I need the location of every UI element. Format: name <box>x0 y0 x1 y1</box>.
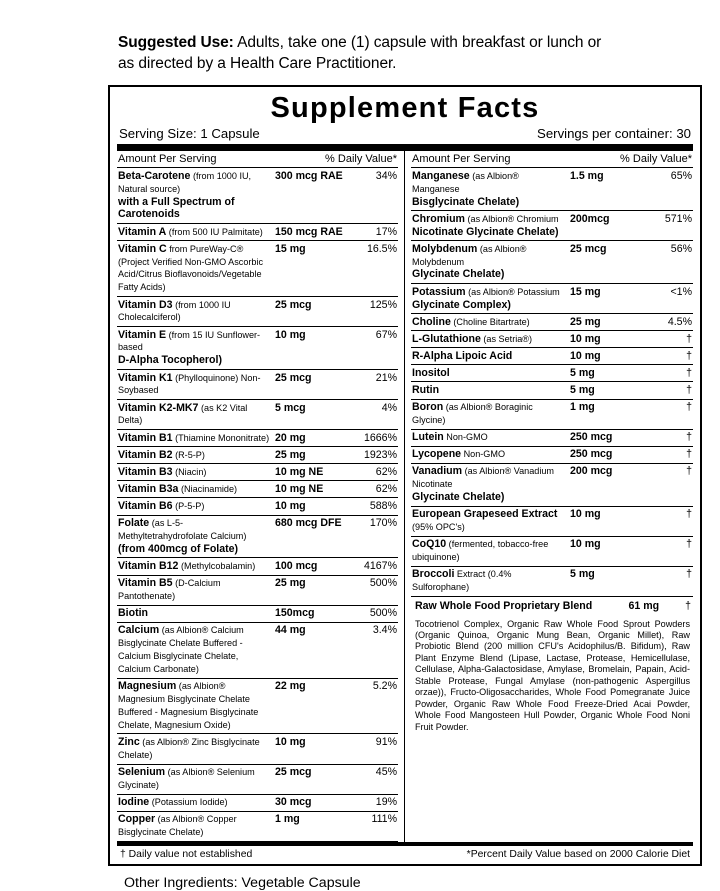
table-row <box>117 811 398 841</box>
table-row <box>411 446 693 463</box>
nutrient-name: L-Glutathione (as Setria®) <box>411 331 569 348</box>
nutrient-amount: 5 mg <box>569 566 649 596</box>
nutrient-amount: 680 mcg DFE <box>274 515 354 558</box>
left-nutrient-table <box>117 168 398 842</box>
nutrient-name: Folate (as L-5-Methyltetrahydrofolate Calcium) (from 400mcg of Folate) <box>117 515 274 558</box>
table-row <box>117 369 398 399</box>
nutrient-name: Calcium (as Albion® Calcium Bisglycinate Chelate Buffered - Calcium Bisglycinate Chelate, Calcium Carbonate) <box>117 622 274 678</box>
nutrient-amount: 150mcg <box>274 605 354 622</box>
nutrient-name: Copper (as Albion® Copper Bisglycinate Chelate) <box>117 811 274 841</box>
nutrient-daily-value: 1923% <box>354 447 398 464</box>
table-row <box>411 241 693 284</box>
suggested-use-label: Suggested Use: <box>118 34 234 51</box>
amount-per-serving-label: Amount Per Serving <box>412 153 511 166</box>
nutrient-amount: 22 mg <box>274 678 354 734</box>
daily-value-label: % Daily Value* <box>620 153 692 166</box>
nutrient-daily-value: 4167% <box>354 558 398 575</box>
daily-value-label: % Daily Value* <box>325 153 397 166</box>
nutrient-daily-value: † <box>649 506 693 536</box>
nutrient-daily-value: 62% <box>354 481 398 498</box>
nutrient-amount: 10 mg <box>274 734 354 764</box>
table-row <box>117 296 398 326</box>
nutrient-daily-value: 19% <box>354 794 398 811</box>
nutrient-amount: 5 mg <box>569 382 649 399</box>
table-row <box>117 241 398 297</box>
serving-info-row <box>117 125 693 151</box>
nutrient-name: R-Alpha Lipoic Acid <box>411 348 569 365</box>
nutrient-amount: 1.5 mg <box>569 168 649 210</box>
nutrient-amount: 10 mg <box>569 348 649 365</box>
nutrient-daily-value: 111% <box>354 811 398 841</box>
nutrient-amount: 250 mcg <box>569 429 649 446</box>
nutrient-name: Lutein Non-GMO <box>411 429 569 446</box>
nutrient-amount: 300 mcg RAE <box>274 168 354 223</box>
nutrient-amount: 10 mg NE <box>274 464 354 481</box>
nutrient-columns <box>117 151 693 842</box>
servings-per-container: Servings per container: 30 <box>537 126 691 142</box>
table-row <box>411 429 693 446</box>
nutrient-name: Vitamin B12 (Methylcobalamin) <box>117 558 274 575</box>
nutrient-daily-value: † <box>649 566 693 596</box>
nutrient-daily-value: 17% <box>354 223 398 240</box>
nutrient-name: Vitamin E (from 15 IU Sunflower-based D-Alpha Tocopherol) <box>117 326 274 369</box>
nutrient-daily-value: 571% <box>649 211 693 241</box>
table-row <box>117 481 398 498</box>
right-nutrient-table <box>411 168 693 597</box>
nutrient-name: Vitamin B2 (R-5-P) <box>117 447 274 464</box>
proprietary-blend-table <box>411 597 693 738</box>
blend-title-row <box>411 597 693 616</box>
nutrient-daily-value: † <box>649 348 693 365</box>
suggested-use-text <box>118 32 620 75</box>
nutrient-name: Vitamin D3 (from 1000 IU Cholecalciferol) <box>117 296 274 326</box>
suggested-use-body: Adults, take one (1) capsule with breakfast or lunch or as directed by a Health Care Practitioner. <box>118 34 602 73</box>
nutrient-daily-value: † <box>649 446 693 463</box>
serving-size: Serving Size: 1 Capsule <box>119 126 260 142</box>
nutrient-daily-value: † <box>649 331 693 348</box>
nutrient-name: Vitamin B5 (D-Calcium Pantothenate) <box>117 575 274 605</box>
nutrient-amount: 15 mg <box>274 241 354 297</box>
nutrient-amount: 20 mg <box>274 429 354 446</box>
nutrient-amount: 25 mg <box>274 575 354 605</box>
nutrient-amount: 10 mg <box>274 326 354 369</box>
nutrient-daily-value: 170% <box>354 515 398 558</box>
nutrient-name: Broccoli Extract (0.4% Sulforophane) <box>411 566 569 596</box>
nutrient-name: Iodine (Potassium Iodide) <box>117 794 274 811</box>
nutrient-amount: 10 mg <box>274 498 354 515</box>
table-row <box>117 464 398 481</box>
nutrient-name: Vitamin B1 (Thiamine Mononitrate) <box>117 429 274 446</box>
table-row <box>117 794 398 811</box>
other-ingredients-text: Other Ingredients: Vegetable Capsule <box>124 874 361 891</box>
nutrient-amount: 10 mg <box>569 331 649 348</box>
table-row <box>117 605 398 622</box>
nutrient-amount: 1 mg <box>274 811 354 841</box>
nutrient-name: Vitamin K2-MK7 (as K2 Vital Delta) <box>117 399 274 429</box>
table-row <box>117 558 398 575</box>
nutrient-column-right <box>405 151 693 842</box>
footnote-daily-value: *Percent Daily Value based on 2000 Calorie Diet <box>466 848 690 860</box>
table-row <box>411 382 693 399</box>
nutrient-name: Vitamin A (from 500 IU Palmitate) <box>117 223 274 240</box>
blend-title-cell <box>411 597 693 616</box>
right-column-header <box>411 151 693 168</box>
nutrient-name: Vitamin K1 (Phylloquinone) Non-Soybased <box>117 369 274 399</box>
nutrient-daily-value: † <box>649 463 693 506</box>
nutrient-name: CoQ10 (fermented, tobacco-free ubiquinone) <box>411 536 569 566</box>
table-row <box>411 566 693 596</box>
nutrient-daily-value: 34% <box>354 168 398 223</box>
table-row <box>117 515 398 558</box>
nutrient-amount: 10 mg <box>569 506 649 536</box>
nutrient-amount: 5 mg <box>569 365 649 382</box>
nutrient-amount: 100 mcg <box>274 558 354 575</box>
table-row <box>411 211 693 241</box>
table-row <box>411 365 693 382</box>
nutrient-daily-value: 1666% <box>354 429 398 446</box>
nutrient-amount: 25 mg <box>569 314 649 331</box>
nutrient-daily-value: 500% <box>354 605 398 622</box>
nutrient-name: Potassium (as Albion® Potassium Glycinate Complex) <box>411 284 569 314</box>
nutrient-amount: 200mcg <box>569 211 649 241</box>
left-column-header <box>117 151 398 168</box>
amount-per-serving-label: Amount Per Serving <box>118 153 217 166</box>
nutrient-daily-value: † <box>649 536 693 566</box>
nutrient-name: Magnesium (as Albion® Magnesium Bisglycinate Chelate Buffered - Magnesium Bisglycinate Chelate, Magnesium Oxide) <box>117 678 274 734</box>
nutrient-name: Selenium (as Albion® Selenium Glycinate) <box>117 764 274 794</box>
table-row <box>117 734 398 764</box>
nutrient-amount: 200 mcg <box>569 463 649 506</box>
table-row <box>411 348 693 365</box>
nutrient-name: Choline (Choline Bitartrate) <box>411 314 569 331</box>
nutrient-name: Lycopene Non-GMO <box>411 446 569 463</box>
table-row <box>411 314 693 331</box>
nutrient-daily-value: 21% <box>354 369 398 399</box>
nutrient-amount: 10 mg <box>569 536 649 566</box>
nutrient-amount: 10 mg NE <box>274 481 354 498</box>
nutrient-amount: 5 mcg <box>274 399 354 429</box>
table-row <box>411 506 693 536</box>
nutrient-amount: 25 mcg <box>274 296 354 326</box>
blend-name: Raw Whole Food Proprietary Blend <box>415 600 593 613</box>
nutrient-daily-value: 67% <box>354 326 398 369</box>
table-row <box>117 678 398 734</box>
nutrient-name: Vitamin B3a (Niacinamide) <box>117 481 274 498</box>
supplement-facts-panel <box>108 85 702 866</box>
nutrient-name: Chromium (as Albion® Chromium Nicotinate Glycinate Chelate) <box>411 211 569 241</box>
footnote-dagger: † Daily value not established <box>120 848 253 860</box>
nutrient-daily-value: <1% <box>649 284 693 314</box>
table-row <box>117 326 398 369</box>
nutrient-name: Zinc (as Albion® Zinc Bisglycinate Chelate) <box>117 734 274 764</box>
nutrient-name: Vitamin B3 (Niacin) <box>117 464 274 481</box>
blend-body-row <box>411 616 693 738</box>
blend-amount: 61 mg <box>628 600 660 613</box>
table-row <box>117 764 398 794</box>
table-row <box>411 399 693 429</box>
nutrient-daily-value: † <box>649 382 693 399</box>
nutrient-name: Rutin <box>411 382 569 399</box>
nutrient-name: European Grapeseed Extract (95% OPC's) <box>411 506 569 536</box>
table-row <box>411 168 693 210</box>
nutrient-name: Vitamin B6 (P-5-P) <box>117 498 274 515</box>
blend-ingredients: Tocotrienol Complex, Organic Raw Whole Food Sprout Powders (Organic Quinoa, Organic Mung Bean, Organic Millet), Raw Probiotic Blend (200 million CFU's Acidophilus/B. Bifidum), Raw Plant Enzyme Blend (Lipase, Lactase, Protease, Hemicellulase, Cellulase, Alpha-Galactosidase, Amylase, Bromelain, Papain, Acid-Stable Protease, Fungal Amylase (non-pathogenic Aspergillus orzae)), Fructo-Oligosaccharides, Whole Food Pomegranate Juice Powder, Organic Raw Whole Food Freeze-Dried Acai Powder, Whole Food Mangosteen Hull Powder, Organic Whole Food Noni Fruit Powder. <box>415 618 690 732</box>
table-row <box>411 536 693 566</box>
nutrient-daily-value: 3.4% <box>354 622 398 678</box>
table-row <box>117 399 398 429</box>
table-row <box>117 429 398 446</box>
nutrient-amount: 25 mcg <box>274 764 354 794</box>
nutrient-daily-value: † <box>649 429 693 446</box>
nutrient-amount: 25 mg <box>274 447 354 464</box>
nutrient-daily-value: 56% <box>649 241 693 284</box>
nutrient-name: Biotin <box>117 605 274 622</box>
nutrient-amount: 1 mg <box>569 399 649 429</box>
nutrient-amount: 25 mcg <box>569 241 649 284</box>
table-row <box>117 168 398 223</box>
nutrient-daily-value: 91% <box>354 734 398 764</box>
nutrient-daily-value: † <box>649 365 693 382</box>
nutrient-daily-value: 62% <box>354 464 398 481</box>
nutrient-daily-value: 4.5% <box>649 314 693 331</box>
table-row <box>411 331 693 348</box>
table-row <box>117 622 398 678</box>
nutrient-name: Vanadium (as Albion® Vanadium Nicotinate Glycinate Chelate) <box>411 463 569 506</box>
table-row <box>117 575 398 605</box>
nutrient-daily-value: 588% <box>354 498 398 515</box>
table-row <box>117 447 398 464</box>
nutrient-daily-value: 4% <box>354 399 398 429</box>
nutrient-column-left <box>117 151 405 842</box>
table-row <box>411 463 693 506</box>
nutrient-daily-value: 5.2% <box>354 678 398 734</box>
nutrient-name: Boron (as Albion® Boraginic Glycine) <box>411 399 569 429</box>
nutrient-daily-value: 65% <box>649 168 693 210</box>
nutrient-amount: 15 mg <box>569 284 649 314</box>
blend-body-cell <box>411 616 693 738</box>
nutrient-amount: 25 mcg <box>274 369 354 399</box>
table-row <box>117 223 398 240</box>
nutrient-amount: 250 mcg <box>569 446 649 463</box>
nutrient-name: Inositol <box>411 365 569 382</box>
nutrient-amount: 30 mcg <box>274 794 354 811</box>
nutrient-amount: 44 mg <box>274 622 354 678</box>
nutrient-name: Vitamin C from PureWay-C® (Project Verified Non-GMO Ascorbic Acid/Citrus Bioflavonoids/Vegetable Fatty Acids) <box>117 241 274 297</box>
nutrient-daily-value: 16.5% <box>354 241 398 297</box>
nutrient-daily-value: 500% <box>354 575 398 605</box>
nutrient-daily-value: 45% <box>354 764 398 794</box>
panel-footnotes <box>117 842 693 861</box>
table-row <box>117 498 398 515</box>
nutrient-amount: 150 mcg RAE <box>274 223 354 240</box>
table-row <box>411 284 693 314</box>
nutrient-daily-value: 125% <box>354 296 398 326</box>
blend-dv: † <box>685 600 691 613</box>
nutrient-name: Manganese (as Albion® Manganese Bisglycinate Chelate) <box>411 168 569 210</box>
nutrient-daily-value: † <box>649 399 693 429</box>
nutrient-name: Molybdenum (as Albion® Molybdenum Glycinate Chelate) <box>411 241 569 284</box>
panel-title: Supplement Facts <box>270 91 540 124</box>
nutrient-name: Beta-Carotene (from 1000 IU, Natural source) with a Full Spectrum of Carotenoids <box>117 168 274 223</box>
